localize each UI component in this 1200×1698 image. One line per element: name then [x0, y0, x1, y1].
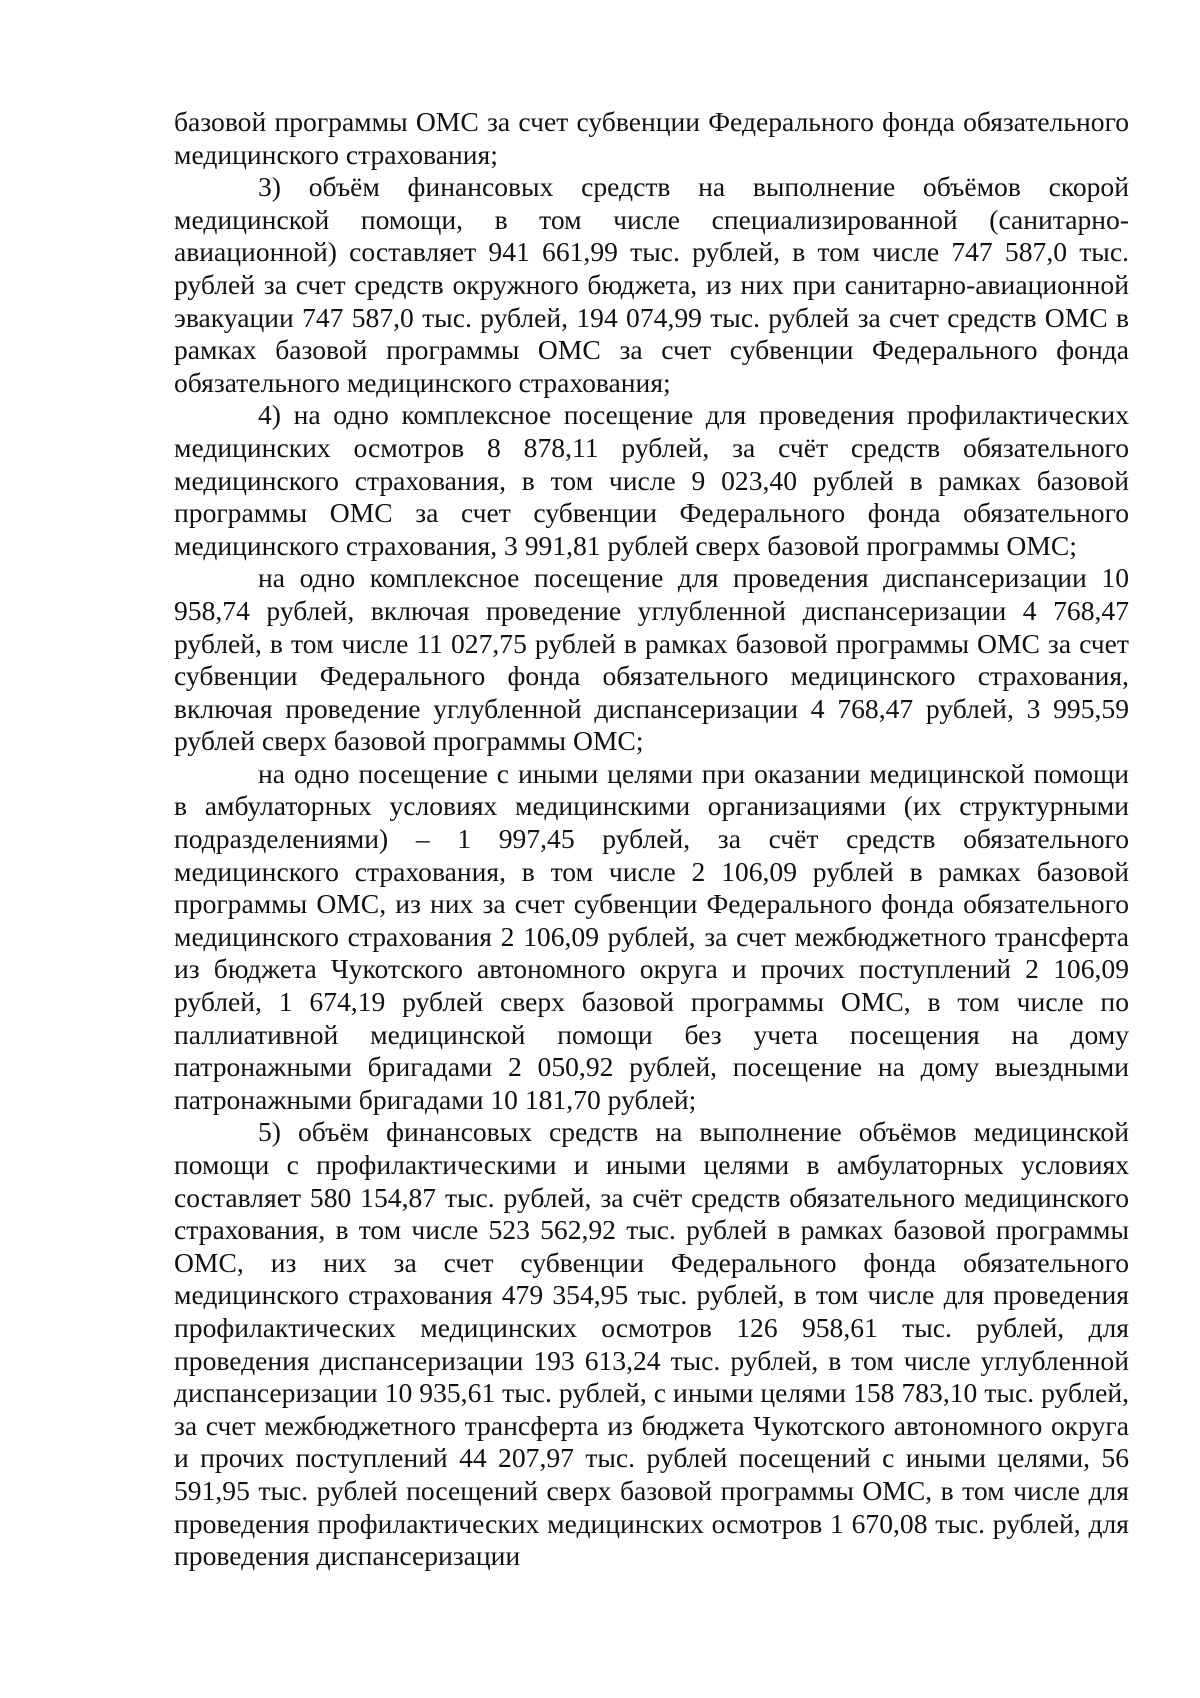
document-page	[174, 106, 1129, 1573]
paragraph-item-5-outpatient-funding: 5) объём финансовых средств на выполнение объёмов медицинской помощи с профилактическими и иными целями в амбулаторных условиях составляет 580 154,87 тыс. рублей, за счёт средств обязательного медицинского страхования, в том числе 523 562,92 тыс. рублей в рамках базовой программы ОМС, из них за счет субвенции Федерального фонда обязательного медицинского страхования 479 354,95 тыс. рублей, в том числе для проведения профилактических медицинских осмотров 126 958,61 тыс. рублей, для проведения диспансеризации 193 613,24 тыс. рублей, в том числе углубленной диспансеризации 10 935,61 тыс. рублей, с иными целями 158 783,10 тыс. рублей, за счет межбюджетного трансферта из бюджета Чукотского автономного округа и прочих поступлений 44 207,97 тыс. рублей посещений с иными целями, 56 591,95 тыс. рублей посещений сверх базовой программы ОМС, в том числе для проведения профилактических медицинских осмотров 1 670,08 тыс. рублей, для проведения диспансеризации	[174, 1116, 1129, 1572]
paragraph-dispensarization: на одно комплексное посещение для проведения диспансеризации 10 958,74 рублей, включая проведение углубленной диспансеризации 4 768,47 рублей, в том числе 11 027,75 рублей в рамках базовой программы ОМС за счет субвенции Федерального фонда обязательного медицинского страхования, включая проведение углубленной диспансеризации 4 768,47 рублей, 3 995,59 рублей сверх базовой программы ОМС;	[174, 562, 1129, 757]
paragraph-other-visits: на одно посещение с иными целями при оказании медицинской помощи в амбулаторных условиях медицинскими организациями (их структурными подразделениями) – 1 997,45 рублей, за счёт средств обязательного медицинского страхования, в том числе 2 106,09 рублей в рамках базовой программы ОМС, из них за счет субвенции Федерального фонда обязательного медицинского страхования 2 106,09 рублей, за счет межбюджетного трансферта из бюджета Чукотского автономного округа и прочих поступлений 2 106,09 рублей, 1 674,19 рублей сверх базовой программы ОМС, в том числе по паллиативной медицинской помощи без учета посещения на дому патронажными бригадами 2 050,92 рублей, посещение на дому выездными патронажными бригадами 10 181,70 рублей;	[174, 757, 1129, 1115]
paragraph-item-3-ambulance: 3) объём финансовых средств на выполнение объёмов скорой медицинской помощи, в том числе специализированной (санитарно-авиационной) составляет 941 661,99 тыс. рублей, в том числе 747 587,0 тыс. рублей за счет средств окружного бюджета, из них при санитарно-авиационной эвакуации 747 587,0 тыс. рублей, 194 074,99 тыс. рублей за счет средств ОМС в рамках базовой программы ОМС за счет субвенции Федерального фонда обязательного медицинского страхования;	[174, 171, 1129, 398]
paragraph-item-4-preventive-exam: 4) на одно комплексное посещение для проведения профилактических медицинских осмотров 8 878,11 рублей, за счёт средств обязательного медицинского страхования, в том числе 9 023,40 рублей в рамках базовой программы ОМС за счет субвенции Федерального фонда обязательного медицинского страхования, 3 991,81 рублей сверх базовой программы ОМС;	[174, 399, 1129, 561]
paragraph-continuation: базовой программы ОМС за счет субвенции Федерального фонда обязательного медицинского страхования;	[174, 106, 1129, 170]
